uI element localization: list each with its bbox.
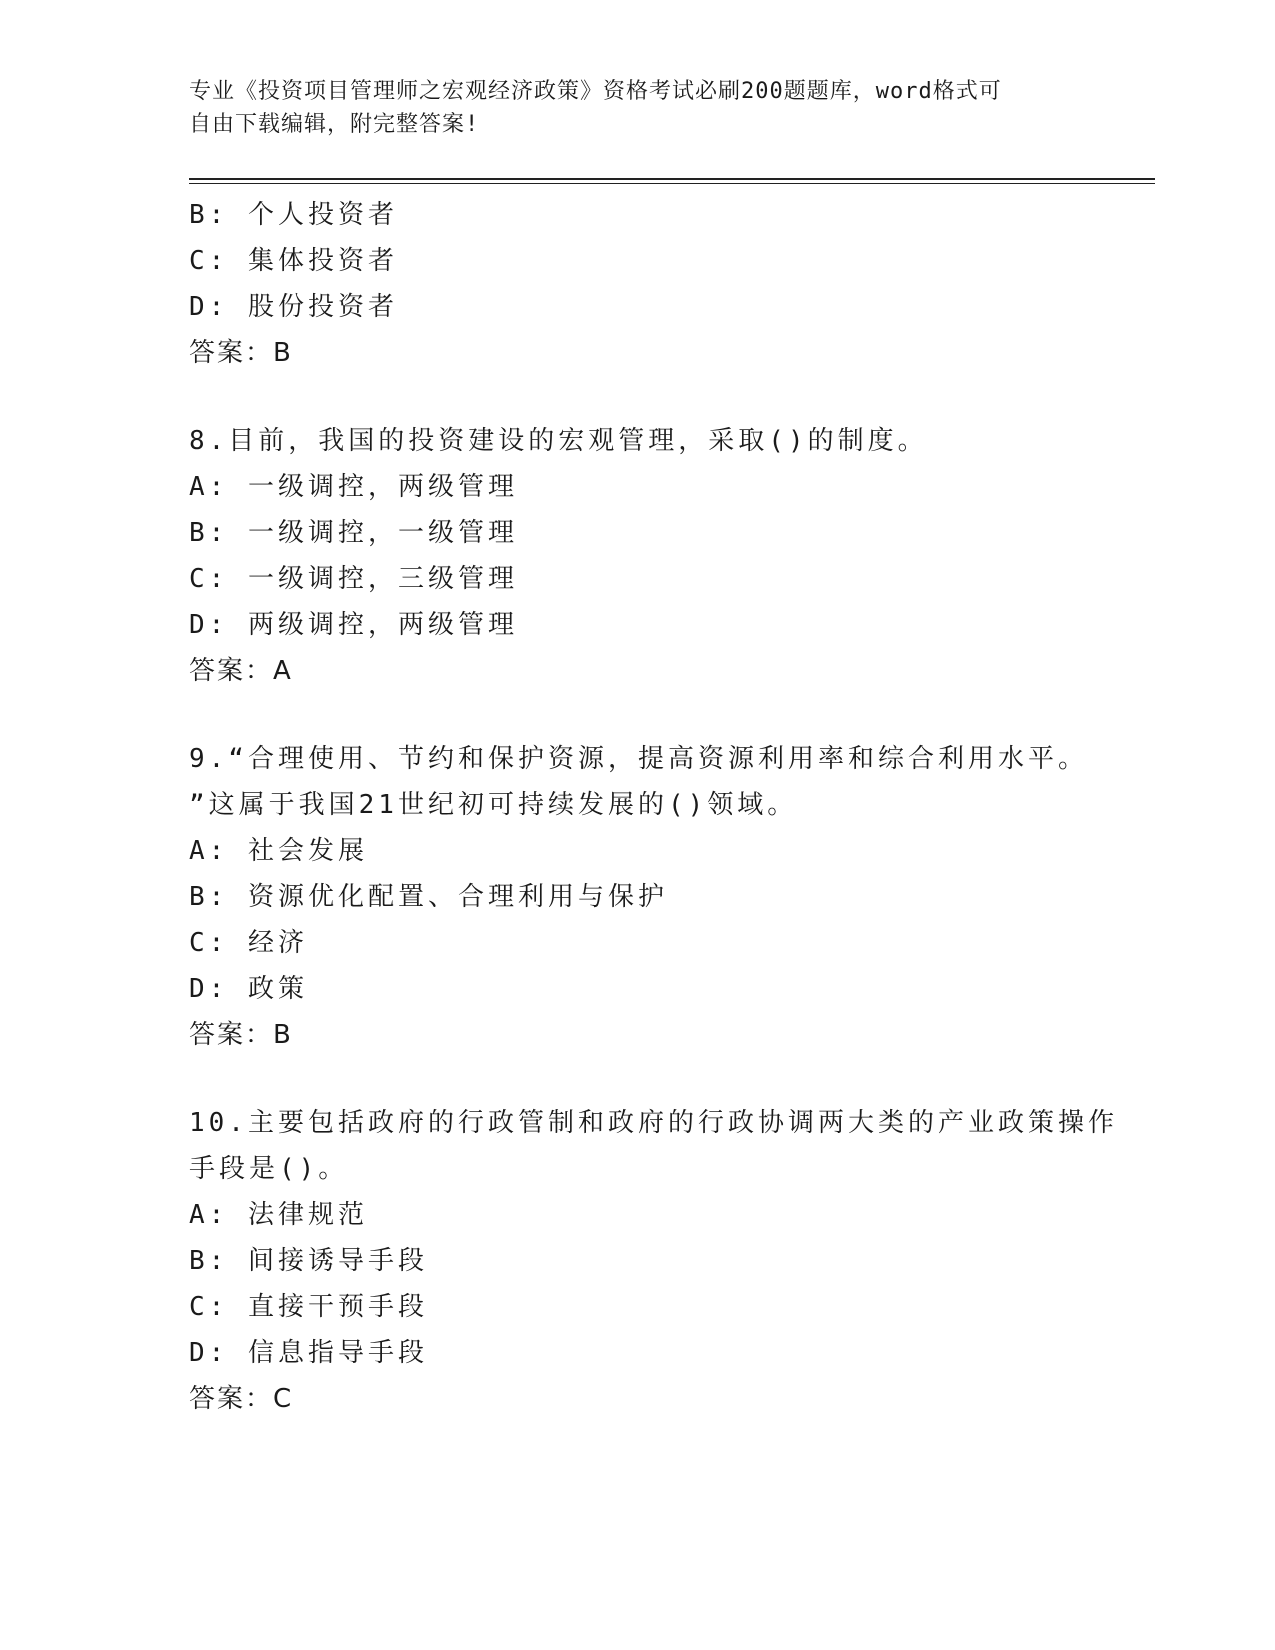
question-9 xyxy=(189,736,1149,1058)
question-7-partial xyxy=(189,192,1149,376)
spacer xyxy=(189,694,1149,736)
answer-line: 答案：B xyxy=(189,1020,293,1050)
answer-line: 答案：A xyxy=(189,656,293,686)
question-stem-line-2: ”这属于我国21世纪初可持续发展的()领域。 xyxy=(189,790,798,820)
header-divider-thin xyxy=(189,183,1155,184)
answer-line: 答案：B xyxy=(189,338,293,368)
option-d: D: 政策 xyxy=(189,974,308,1004)
option-a: A: 一级调控，两级管理 xyxy=(189,472,518,502)
question-8 xyxy=(189,418,1149,694)
question-10 xyxy=(189,1100,1149,1422)
option-d: D: 信息指导手段 xyxy=(189,1338,428,1368)
header-line-1: 专业《投资项目管理师之宏观经济政策》资格考试必刷200题题库，word格式可 xyxy=(189,79,1002,104)
option-c: C: 直接干预手段 xyxy=(189,1292,428,1322)
option-b: B: 资源优化配置、合理利用与保护 xyxy=(189,882,668,912)
option-a: A: 法律规范 xyxy=(189,1200,368,1230)
spacer xyxy=(189,1058,1149,1100)
question-stem-line-1: 9.“合理使用、节约和保护资源，提高资源利用率和综合利用水平。 xyxy=(189,744,1088,774)
header-divider-thick xyxy=(189,178,1155,180)
option-b: B: 一级调控，一级管理 xyxy=(189,518,518,548)
spacer xyxy=(189,376,1149,418)
question-list xyxy=(189,192,1149,1422)
option-c: C: 集体投资者 xyxy=(189,246,398,276)
option-b: B: 个人投资者 xyxy=(189,200,398,230)
header-line-2: 自由下载编辑，附完整答案! xyxy=(189,112,480,137)
option-a: A: 社会发展 xyxy=(189,836,368,866)
question-stem-line-2: 手段是()。 xyxy=(189,1154,349,1184)
option-d: D: 两级调控，两级管理 xyxy=(189,610,518,640)
question-stem-line-1: 10.主要包括政府的行政管制和政府的行政协调两大类的产业政策操作 xyxy=(189,1108,1118,1138)
option-b: B: 间接诱导手段 xyxy=(189,1246,428,1276)
answer-line: 答案：C xyxy=(189,1384,294,1414)
option-c: C: 一级调控，三级管理 xyxy=(189,564,518,594)
option-c: C: 经济 xyxy=(189,928,308,958)
document-header xyxy=(189,75,1089,141)
question-stem: 8.目前，我国的投资建设的宏观管理，采取()的制度。 xyxy=(189,426,928,456)
option-d: D: 股份投资者 xyxy=(189,292,398,322)
